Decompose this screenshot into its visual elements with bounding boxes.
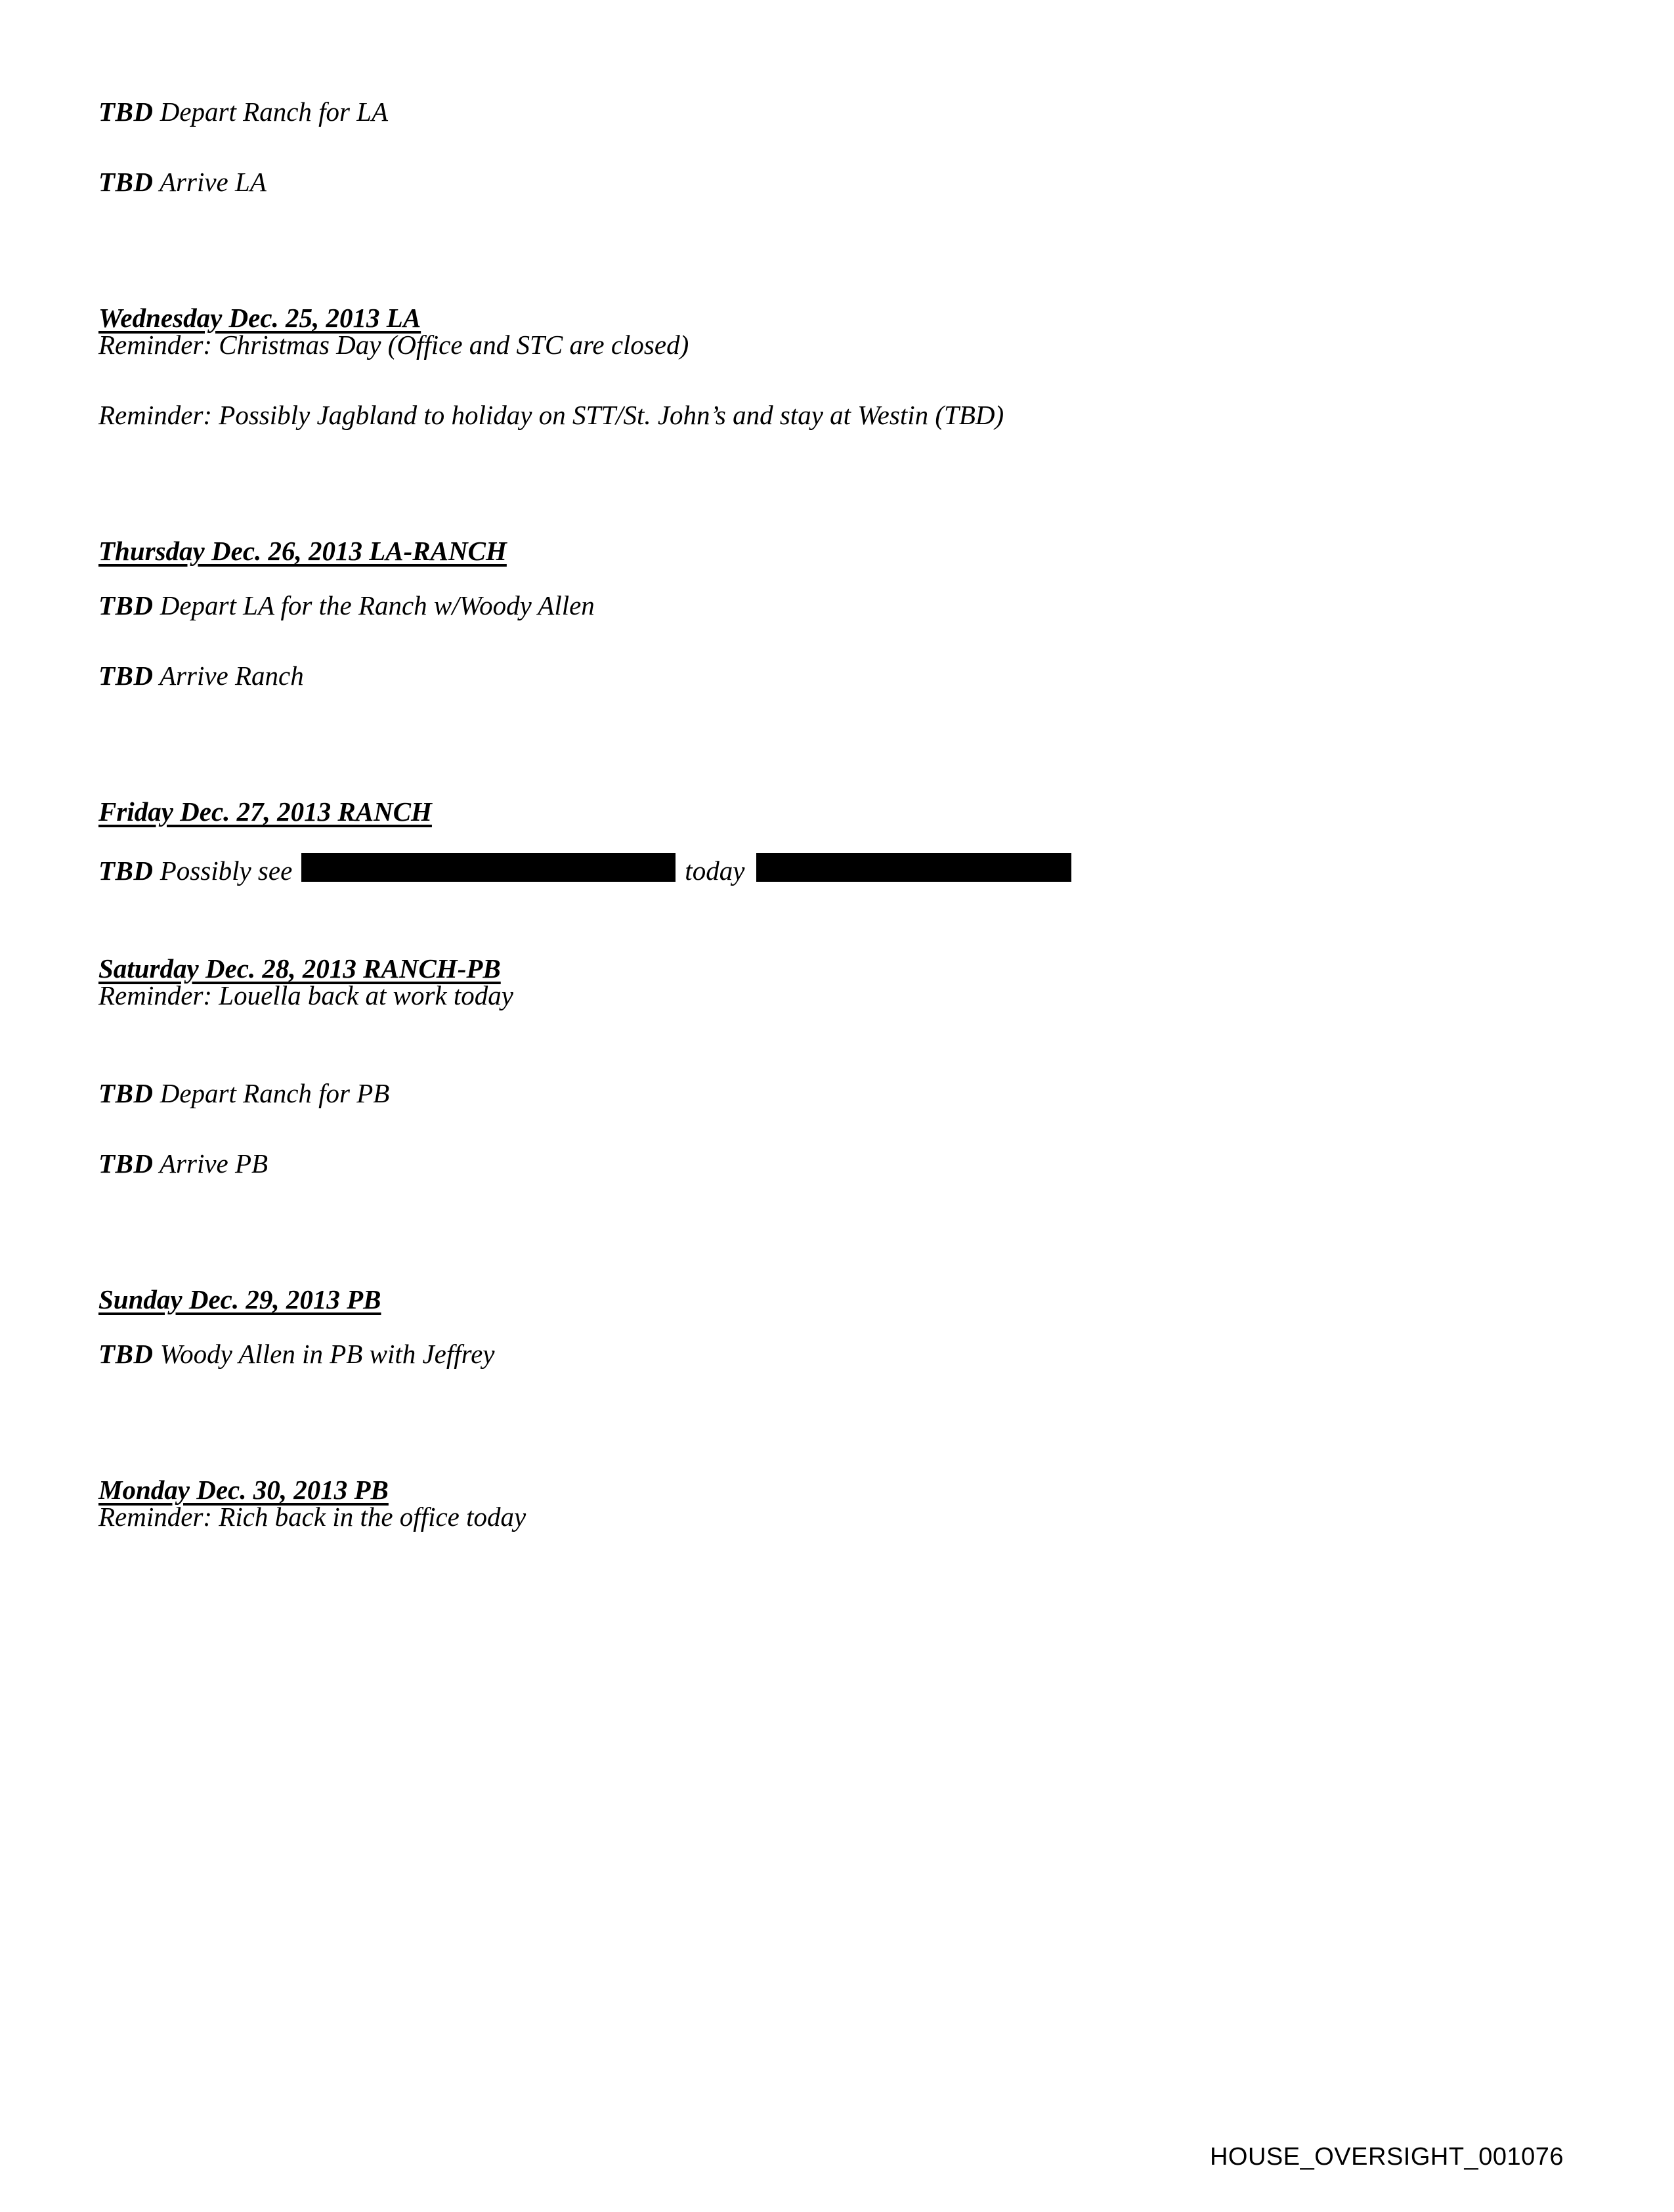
schedule-text: Woody Allen in PB with Jeffrey [160,1339,495,1369]
reminder-text: Reminder: Christmas Day (Office and STC are closed) [98,330,689,360]
spacer [98,1411,1477,1477]
tbd-label: TBD [98,97,154,127]
schedule-line [98,1080,1477,1107]
spacer [98,1052,1477,1080]
schedule-text: Depart Ranch for PB [160,1078,390,1108]
reminder-text: Reminder: Possibly Jagbland to holiday on STT/St. John’s and stay at Westin (TBD) [98,400,1004,430]
day-heading [98,955,1477,982]
schedule-text: Arrive Ranch [160,661,304,691]
day-heading-text: Thursday Dec. 26, 2013 LA-RANCH [98,536,507,566]
tbd-label: TBD [98,1148,154,1179]
day-heading-text: Monday Dec. 30, 2013 PB [98,1475,389,1505]
schedule-line [98,592,1477,619]
schedule-line [98,169,1477,196]
spacer [98,565,1477,592]
schedule-text: Depart LA for the Ranch w/Woody Allen [160,590,595,620]
document-body [98,98,1477,1530]
reminder-line [98,1504,1477,1530]
schedule-line [98,1150,1477,1177]
spacer [98,1221,1477,1286]
reminder-line [98,332,1477,358]
spacer [98,928,1477,955]
reminder-line [98,402,1477,429]
spacer [98,239,1477,305]
day-heading [98,538,1477,565]
day-heading [98,798,1477,825]
day-heading [98,1477,1477,1504]
schedule-line [98,98,1477,125]
tbd-label: TBD [98,856,154,886]
schedule-text-before: Possibly see [160,856,293,886]
spacer [98,733,1477,798]
day-heading-text: Sunday Dec. 29, 2013 PB [98,1284,381,1314]
reminder-text: Reminder: Rich back in the office today [98,1502,526,1532]
schedule-text-middle: today [685,856,745,886]
schedule-text: Arrive PB [160,1148,268,1179]
day-heading [98,1286,1477,1313]
day-heading-text: Friday Dec. 27, 2013 RANCH [98,796,432,827]
schedule-text: Depart Ranch for LA [160,97,389,127]
day-heading [98,305,1477,332]
spacer [98,472,1477,538]
tbd-label: TBD [98,1078,154,1108]
schedule-line [98,1341,1477,1368]
tbd-label: TBD [98,661,154,691]
day-heading-text: Wednesday Dec. 25, 2013 LA [98,303,421,333]
tbd-label: TBD [98,590,154,620]
reminder-text: Reminder: Louella back at work today [98,980,513,1010]
spacer [98,825,1477,853]
bates-stamp: HOUSE_OVERSIGHT_001076 [1209,2143,1564,2171]
schedule-text: Arrive LA [160,167,267,197]
day-heading-text: Saturday Dec. 28, 2013 RANCH-PB [98,953,501,984]
schedule-line [98,662,1477,689]
schedule-line-redacted [98,853,1477,884]
redaction-bar [756,853,1071,882]
tbd-label: TBD [98,1339,154,1369]
spacer [98,1313,1477,1341]
tbd-label: TBD [98,167,154,197]
redaction-bar [301,853,676,882]
reminder-line [98,982,1477,1009]
